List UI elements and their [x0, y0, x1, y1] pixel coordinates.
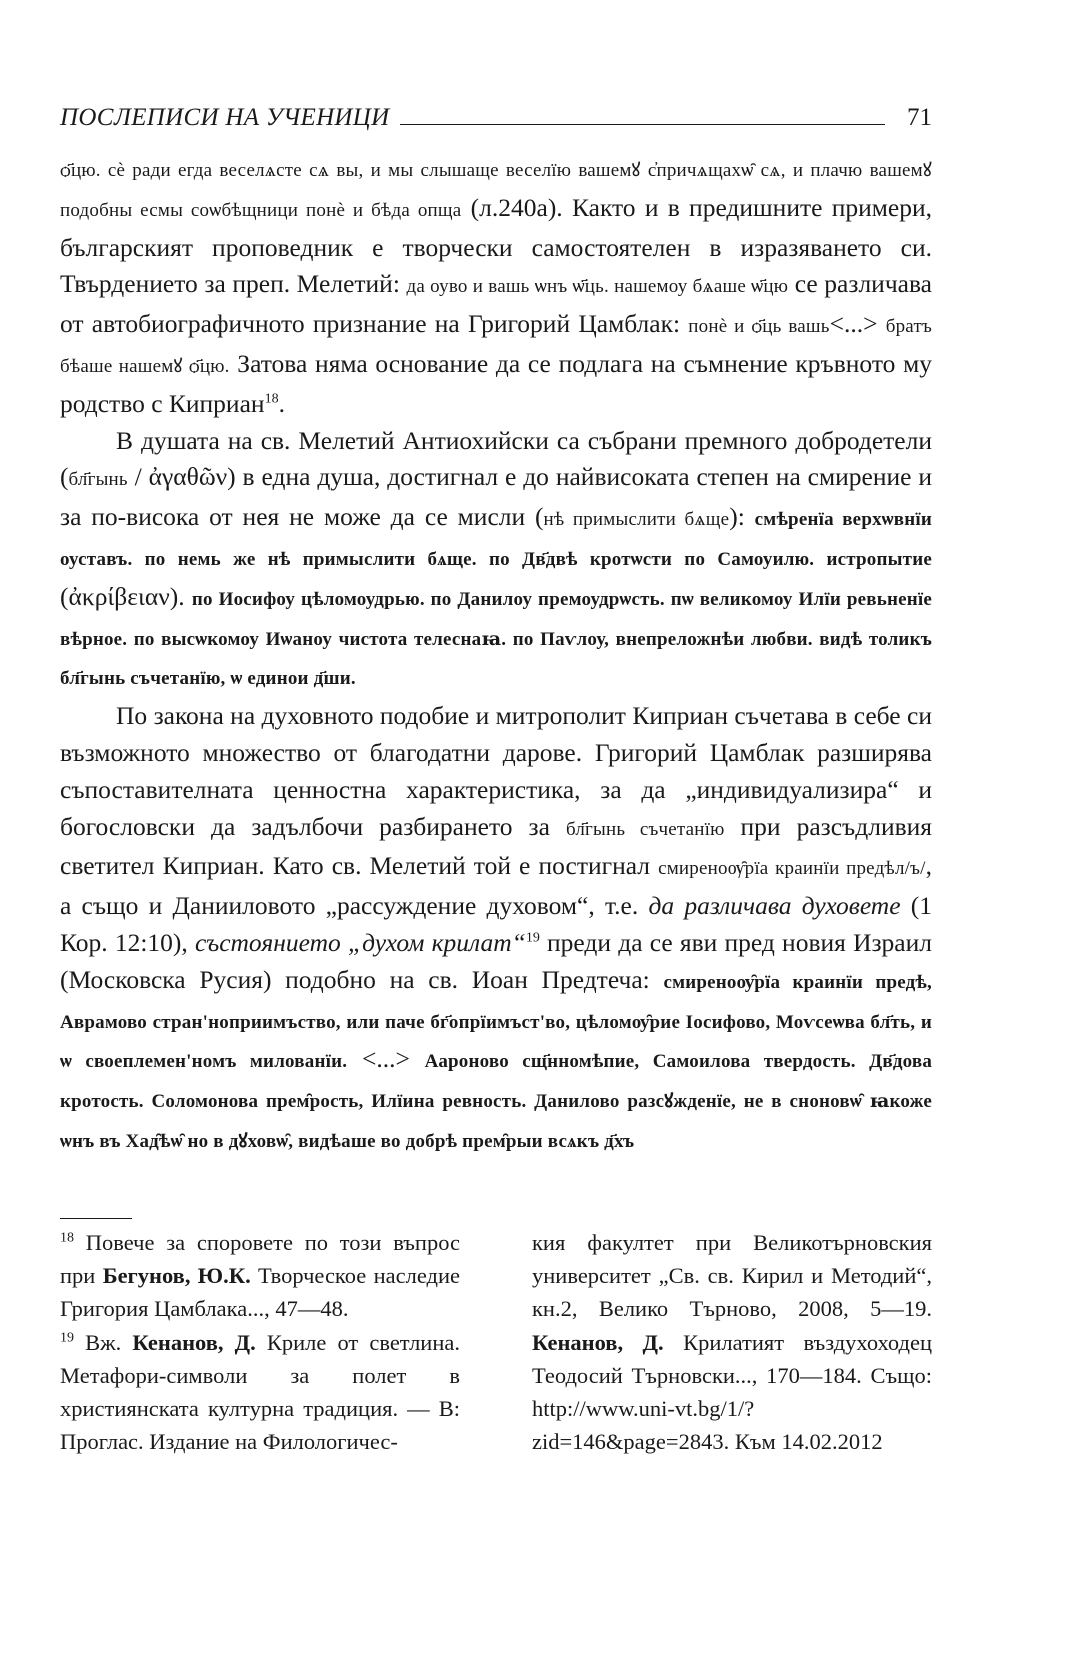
- text-run: Творческое наследие Григория Цамблака..., 47—48.: [60, 1263, 460, 1322]
- text-run: <...>: [347, 1044, 425, 1074]
- footnote-column-right: [532, 1226, 932, 1458]
- author-name: Кенанов, Д.: [532, 1329, 664, 1355]
- italic-phrase: състоянието „духом крилат“: [194, 927, 526, 957]
- text-run: В душата на св. Мелетий Антиохийски са събрани премного добродетели (: [60, 425, 932, 492]
- church-slavonic-quote: нѣ примыслити бѧще: [543, 509, 730, 531]
- church-slavonic-quote-bold: по Иосифоу цѣломоудрью. по Данилоу премоудрѡсть. пѡ великомоу Илїи ревьненїе вѣрное. по высѡкомоу Иѡаноу чистота телеснаꙗ. по Паѵлоу, внепреложнѣи любви. видѣ толикъ бл҃гынь съчетанїю, ѡ единои д҃ши.: [60, 588, 932, 690]
- footnote-19-continued: [532, 1226, 932, 1458]
- text-run: преди да се яви пред новия Израил (Московска Русия) подобно на св. Иоан Предтеча:: [60, 927, 932, 994]
- text-run: .: [278, 388, 285, 418]
- footnote-rule: [60, 1218, 132, 1219]
- text-run: , а също и Данииловото „рассуждение духовом“, т.е.: [60, 851, 932, 921]
- running-header: [60, 92, 932, 132]
- text-run: Вж.: [74, 1329, 133, 1355]
- text-run: Повече за споровете по този въпрос при: [60, 1230, 460, 1289]
- page-number: 71: [907, 104, 932, 131]
- footnotes: [60, 1226, 932, 1458]
- text-run: (ἀκρίβειαν).: [60, 581, 192, 611]
- text-run: Криле от светлина. Метафори-символи за полет в християнската културна традиция. — В: Проглас. Издание на Филологичес-: [60, 1329, 460, 1455]
- footnote-number: 19: [60, 1330, 74, 1346]
- church-slavonic-quote: бл҃гынь съчетанїю: [565, 818, 725, 840]
- text-run: По закона на духовното подобие и митрополит Киприан съчетава в себе си възможното множество от благодатни дарове. Григорий Цамблак разширява съпоставителната ценностна характеристика, за да „индивидуализира“ и богословски да задълбочи разбирането за: [60, 701, 932, 841]
- paragraph-1: [60, 150, 932, 423]
- main-text: [60, 150, 932, 1161]
- church-slavonic-quote: да оуво и вашь ѡнъ ѡ҃ць. нашемоу бѧаше ѡ҃цю: [406, 276, 789, 298]
- church-slavonic-quote-bold: смѣренїа верхѡвнїи оуставъ. по немь же нѣ примыслити бѧще. по Дв҃двѣ кротѡсти по Самоуилю. истропытие: [60, 509, 932, 570]
- text-run: се различава от автобиографичното признание на Григорий Цамблак:: [60, 269, 932, 339]
- text-run: Крилатият въздухоходец Теодосий Търновски..., 170—184. Също: http://www.uni-vt.bg/1/?zid=146&page=2843. Към 14.02.2012: [532, 1329, 932, 1455]
- footnote-18: [60, 1226, 460, 1326]
- italic-phrase: да различава духовете: [648, 891, 901, 921]
- church-slavonic-quote: понѐ и ѻ҃ць вашь: [688, 316, 830, 338]
- church-slavonic-quote: смиреноѹ̑рїа краинїи предѣл/ъ/: [658, 858, 926, 880]
- footnote-ref-19: 19: [525, 930, 540, 946]
- paragraph-2: [60, 423, 932, 699]
- author-name: Бегунов, Ю.К.: [102, 1263, 251, 1289]
- church-slavonic-quote: братъ бѣаше нашемꙋ ѻ҃цю.: [60, 316, 932, 377]
- church-slavonic-quote: бл҃гынь: [68, 469, 128, 491]
- footnote-number: 18: [60, 1230, 74, 1246]
- text-run: Затова няма основание да се подлага на съмнение кръвното му родство с Киприан: [60, 348, 933, 418]
- church-slavonic-quote-bold: Аароново сщ҃нномѣпие, Самоилова твердость. Дв҃дова кротость. Соломонова прем̑рость, Илїина ревность. Данилово разсꙋжденїе, не в сноновѡ̑ ꙗкоже ѡнъ въ Хад̑ѣѡ̑ но в дꙋховѡ̑, видѣаше во добрѣ прем̑рыи всѧкъ д҃хъ: [60, 1051, 933, 1152]
- text-run: кия факултет при Великотърновския университет „Св. св. Кирил и Методий“, кн.2, Велико Търново, 2008, 5—19.: [532, 1230, 932, 1322]
- text-run: / ἀγαθῶν) в една душа, достигнал е до найвисоката степен на смирение и за по-висока от нея не може да се мисли (: [60, 462, 932, 532]
- author-name: Кенанов, Д.: [132, 1329, 256, 1355]
- text-run: <...>: [829, 309, 886, 339]
- church-slavonic-quote: ѻ҃цю. сѐ ради егда веселѧсте сѧ вы, и мы слышаще веселїю вашемꙋ с̓причѧщахѡ̑ сѧ, и плачю вашемꙋ подобны есмы соѡбѣщници понѐ и бѣда опща: [60, 160, 932, 221]
- church-slavonic-quote-bold: смиреноѹ̑рїа краинїи предѣ, Аврамово стран'ноприимъство, или паче бг҃опрїимъст'во, цѣломѹ̑рие Iосифово, Моѵсеѡва бл҃ть, и ѡ своеплемен'номъ милованїи.: [60, 971, 932, 1073]
- footnote-ref-18: 18: [264, 391, 279, 407]
- running-title: ПОСЛЕПИСИ НА УЧЕНИЦИ: [60, 104, 390, 131]
- footnote-column-left: [60, 1226, 460, 1458]
- text-run: (л.240а). Както и в предишните примери, българският проповедник е творчески самостоятелен в изразяването си. Твърдението за преп. Мелетий:: [60, 192, 932, 299]
- text-run: при разсъдливия светител Киприан. Като св. Мелетий той е постигнал: [60, 811, 933, 881]
- footnote-19: [60, 1326, 460, 1459]
- text-run: (1 Кор. 12:10),: [60, 891, 933, 957]
- header-rule: [400, 124, 886, 125]
- text-run: ):: [729, 502, 755, 532]
- paragraph-3: [60, 698, 932, 1161]
